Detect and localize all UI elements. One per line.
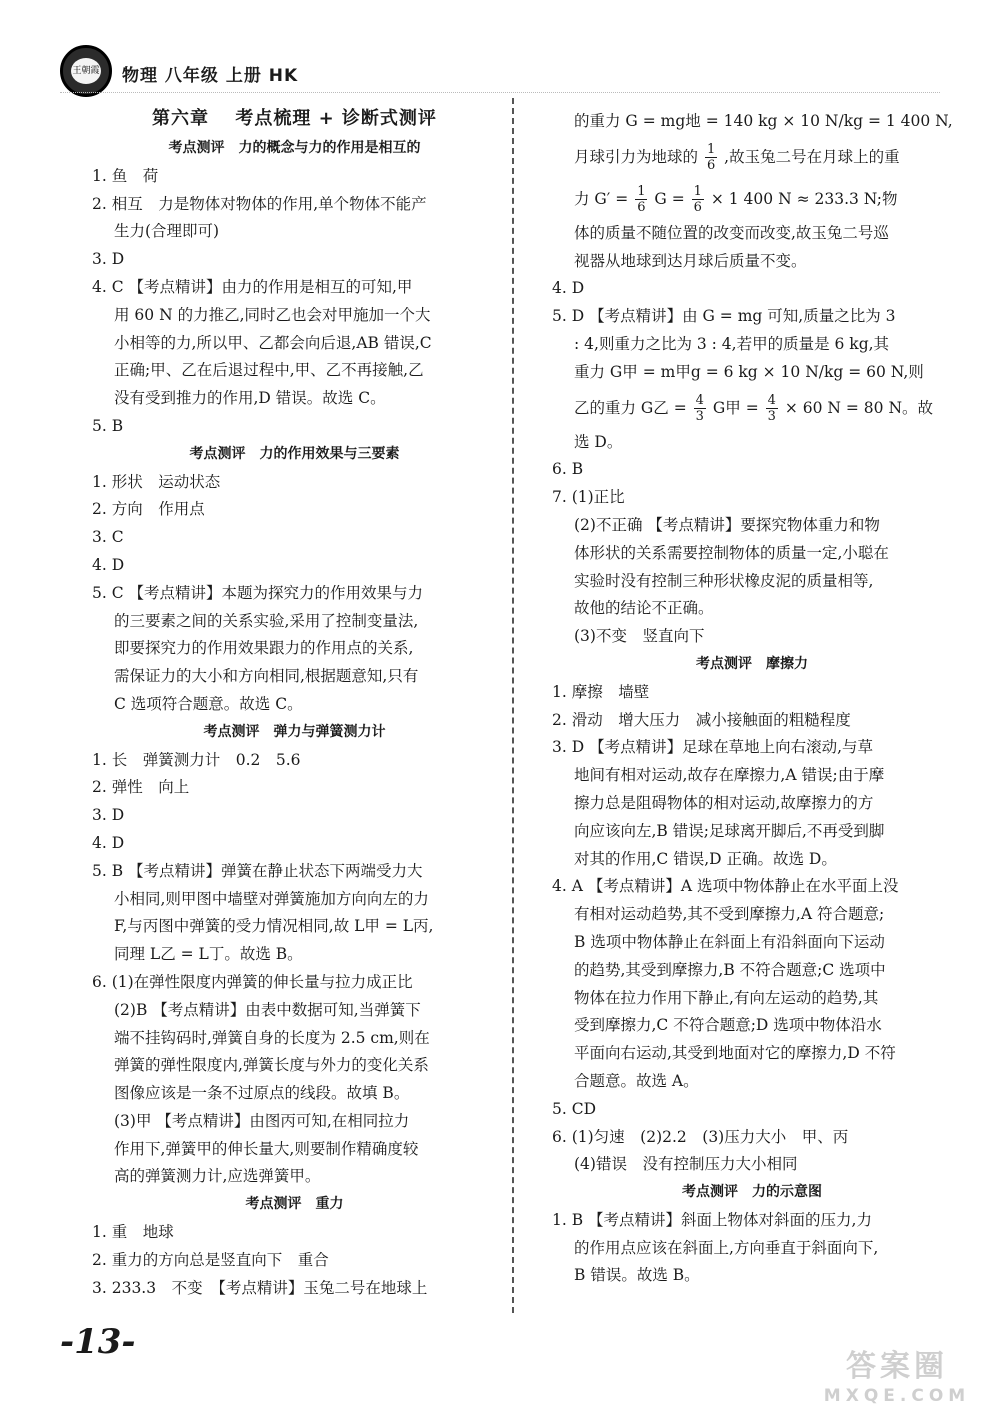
answer-line: 的作用点应该在斜面上,方向垂直于斜面向下,	[574, 1238, 879, 1257]
watermark-url: MXQE.COM	[823, 1386, 971, 1406]
fraction-numerator: 4	[695, 393, 704, 409]
text-fragment: G =	[654, 189, 685, 208]
answer-line: 6. B	[552, 460, 584, 479]
answer-line: 即要探究力的作用效果跟力的作用点的关系,	[114, 639, 414, 658]
answer-line: 2. 方向 作用点	[92, 500, 205, 519]
answer-line: 5. CD	[552, 1099, 597, 1118]
section-title: 考点测评 弹力与弹簧测力计	[203, 723, 386, 740]
text-fragment: 乙的重力 G乙 =	[574, 398, 687, 417]
answer-line: 1. 摩擦 墙壁	[552, 682, 650, 701]
fraction-numerator: 4	[767, 393, 776, 409]
answer-line: 4. D	[552, 279, 585, 298]
text-fragment: 力 G′ =	[574, 189, 629, 208]
answer-line: 3. 233.3 不变 【考点精讲】玉兔二号在地球上	[92, 1278, 428, 1297]
answer-line: (4)错误 没有控制压力大小相同	[574, 1155, 798, 1174]
right-column	[552, 108, 952, 1290]
text-fragment: × 60 N = 80 N。故	[784, 398, 934, 417]
answer-line: 体的质量不随位置的改变而改变,故玉兔二号巡	[574, 223, 889, 242]
answer-line: 小相等的力,所以甲、乙都会向后退,AB 错误,C	[114, 333, 432, 352]
fraction	[705, 142, 717, 173]
answer-line: 的趋势,其受到摩擦力,B 不符合题意;C 选项中	[574, 960, 886, 979]
answer-line: 3. D	[92, 250, 125, 269]
answer-line: 2. 相互 力是物体对物体的作用,单个物体不能产	[92, 194, 427, 213]
answer-line: 实验时没有控制三种形状橡皮泥的质量相等,	[574, 571, 874, 590]
answer-line: (2)不正确 【考点精讲】要探究物体重力和物	[574, 515, 880, 534]
answer-line: 1. 长 弹簧测力计 0.2 5.6	[92, 750, 301, 769]
answer-line: 的重力 G = mg地 = 140 kg × 10 N/kg = 1 400 N,	[574, 112, 953, 130]
answer-line: 3. D	[92, 806, 125, 825]
column-divider	[512, 98, 514, 1313]
answer-line: 正确;甲、乙在后退过程中,甲、乙不再接触,乙	[114, 361, 424, 380]
answer-line: 小相同,则甲图中墙壁对弹簧施加方向向左的力	[114, 889, 429, 908]
answer-line: 体形状的关系需要控制物体的质量一定,小聪在	[574, 543, 889, 562]
answer-line: 端不挂钩码时,弹簧自身的长度为 2.5 cm,则在	[114, 1028, 430, 1047]
answer-line: 1. B 【考点精讲】斜面上物体对斜面的压力,力	[552, 1210, 872, 1229]
answer-line: 5. C 【考点精讲】本题为探究力的作用效果与力	[92, 583, 424, 602]
answer-line-fraction	[552, 136, 952, 178]
answer-line: 6. (1)在弹性限度内弹簧的伸长量与拉力成正比	[92, 972, 413, 991]
answer-line: 高的弹簧测力计,应选弹簧甲。	[114, 1167, 321, 1186]
answer-line: 图像应该是一条不过原点的线段。故填 B。	[114, 1084, 410, 1103]
answer-line: 选 D。	[574, 432, 623, 451]
header-title: 物理 八年级 上册 HK	[122, 66, 299, 86]
answer-line: 7. (1)正比	[552, 488, 625, 507]
fraction	[692, 184, 704, 215]
section-title: 考点测评 力的示意图	[682, 1184, 822, 1201]
logo-text: 王朝霞	[71, 58, 101, 84]
answer-line: 的三要素之间的关系实验,采用了控制变量法,	[114, 611, 419, 630]
answer-line-fraction	[552, 178, 952, 220]
answer-line: 3. C	[92, 528, 124, 547]
answer-line: 合题意。故选 A。	[574, 1071, 699, 1090]
publisher-logo-icon	[60, 45, 112, 97]
answer-line: 4. C 【考点精讲】由力的作用是相互的可知,甲	[92, 277, 413, 296]
answer-line: 重力 G甲 = m甲g = 6 kg × 10 N/kg = 60 N,则	[574, 362, 924, 381]
page-number: -13-	[60, 1322, 136, 1362]
fraction	[766, 393, 778, 424]
answer-line: 5. B 【考点精讲】弹簧在静止状态下两端受力大	[92, 861, 423, 880]
answer-line: 5. B	[92, 416, 124, 435]
answer-line: 对其的作用,C 错误,D 正确。故选 D。	[574, 849, 837, 868]
answer-line: (3)不变 竖直向下	[574, 627, 705, 646]
answer-line: 1. 重 地球	[92, 1223, 174, 1242]
answer-line: 4. D	[92, 833, 125, 852]
answer-line: 4. D	[92, 555, 125, 574]
answer-line: 2. 弹性 向上	[92, 778, 190, 797]
header-rule	[60, 92, 940, 93]
section-title: 考点测评 摩擦力	[696, 655, 808, 672]
answer-line: 6. (1)匀速 (2)2.2 (3)压力大小 甲、丙	[552, 1127, 849, 1146]
text-fragment: G甲 =	[712, 398, 759, 417]
left-column	[92, 103, 497, 1302]
answer-line: B 选项中物体静止在斜面上有沿斜面向下运动	[574, 932, 885, 951]
answer-line: 平面向右运动,其受到地面对它的摩擦力,D 不符	[574, 1044, 896, 1063]
fraction-denominator: 6	[706, 158, 716, 174]
answer-line: 5. D 【考点精讲】由 G = mg 可知,质量之比为 3	[552, 307, 896, 326]
answer-line: 视器从地球到达月球后质量不变。	[574, 251, 807, 270]
fraction-numerator: 1	[706, 142, 716, 158]
answer-line: 2. 滑动 增大压力 减小接触面的粗糙程度	[552, 710, 851, 729]
text-fragment: ,故玉兔二号在月球上的重	[724, 147, 900, 166]
answer-line: 4. A 【考点精讲】A 选项中物体静止在水平面上没	[552, 877, 899, 896]
fraction	[694, 393, 706, 424]
answer-line: B 错误。故选 B。	[574, 1266, 700, 1285]
answer-line: 没有受到推力的作用,D 错误。故选 C。	[114, 389, 386, 408]
section-title: 考点测评 力的作用效果与三要素	[189, 445, 400, 462]
answer-line: C 选项符合题意。故选 C。	[114, 694, 303, 713]
answer-line: 有相对运动趋势,其不受到摩擦力,A 符合题意;	[574, 905, 885, 924]
answer-line: 生力(合理即可)	[114, 222, 220, 241]
answer-line: 1. 形状 运动状态	[92, 472, 221, 491]
fraction	[635, 184, 647, 215]
answer-line: 需保证力的大小和方向相同,根据题意知,只有	[114, 667, 419, 686]
answer-line: 作用下,弹簧甲的伸长量大,则要制作精确度较	[114, 1139, 419, 1158]
answer-line: 向应该向左,B 错误;足球离开脚后,不再受到脚	[574, 821, 885, 840]
answer-line: 1. 鱼 荷	[92, 166, 159, 185]
fraction-numerator: 1	[637, 184, 646, 200]
section-title: 考点测评 重力	[245, 1196, 344, 1213]
answer-line: 擦力总是阻碍物体的相对运动,故摩擦力的方	[574, 793, 874, 812]
answer-line: 2. 重力的方向总是竖直向下 重合	[92, 1250, 329, 1269]
answer-line: (2)B 【考点精讲】由表中数据可知,当弹簧下	[114, 1000, 421, 1019]
text-fragment: 月球引力为地球的	[574, 147, 699, 166]
answer-line-fraction	[552, 387, 952, 429]
fraction-numerator: 1	[693, 184, 702, 200]
answer-line: 3. D 【考点精讲】足球在草地上向右滚动,与草	[552, 738, 873, 757]
answer-line: 同理 L乙 = L丁。故选 B。	[114, 945, 303, 964]
site-watermark	[802, 1348, 992, 1416]
fraction-denominator: 6	[693, 200, 702, 216]
chapter-title: 第六章 考点梳理 + 诊断式测评	[152, 108, 437, 129]
answer-line: 地间有相对运动,故存在摩擦力,A 错误;由于摩	[574, 766, 885, 785]
text-fragment: × 1 400 N ≈ 233.3 N;物	[710, 189, 898, 208]
answer-line: (3)甲 【考点精讲】由图丙可知,在相同拉力	[114, 1111, 410, 1130]
answer-line: 弹簧的弹性限度内,弹簧长度与外力的变化关系	[114, 1056, 429, 1075]
section-title: 考点测评 力的概念与力的作用是相互的	[168, 140, 421, 156]
answer-line: : 4,则重力之比为 3 : 4,若甲的质量是 6 kg,其	[574, 334, 890, 353]
answer-line: F,与丙图中弹簧的受力情况相同,故 L甲 = L丙,	[114, 917, 434, 936]
fraction-denominator: 6	[637, 200, 646, 216]
watermark-main: 答案圈	[846, 1349, 948, 1384]
answer-line: 物体在拉力作用下静止,有向左运动的趋势,其	[574, 988, 879, 1007]
fraction-denominator: 3	[695, 409, 704, 425]
answer-line: 用 60 N 的力推乙,同时乙也会对甲施加一个大	[114, 305, 431, 324]
fraction-denominator: 3	[767, 409, 776, 425]
answer-line: 受到摩擦力,C 不符合题意;D 选项中物体沿水	[574, 1016, 882, 1035]
answer-line: 故他的结论不正确。	[574, 599, 714, 618]
